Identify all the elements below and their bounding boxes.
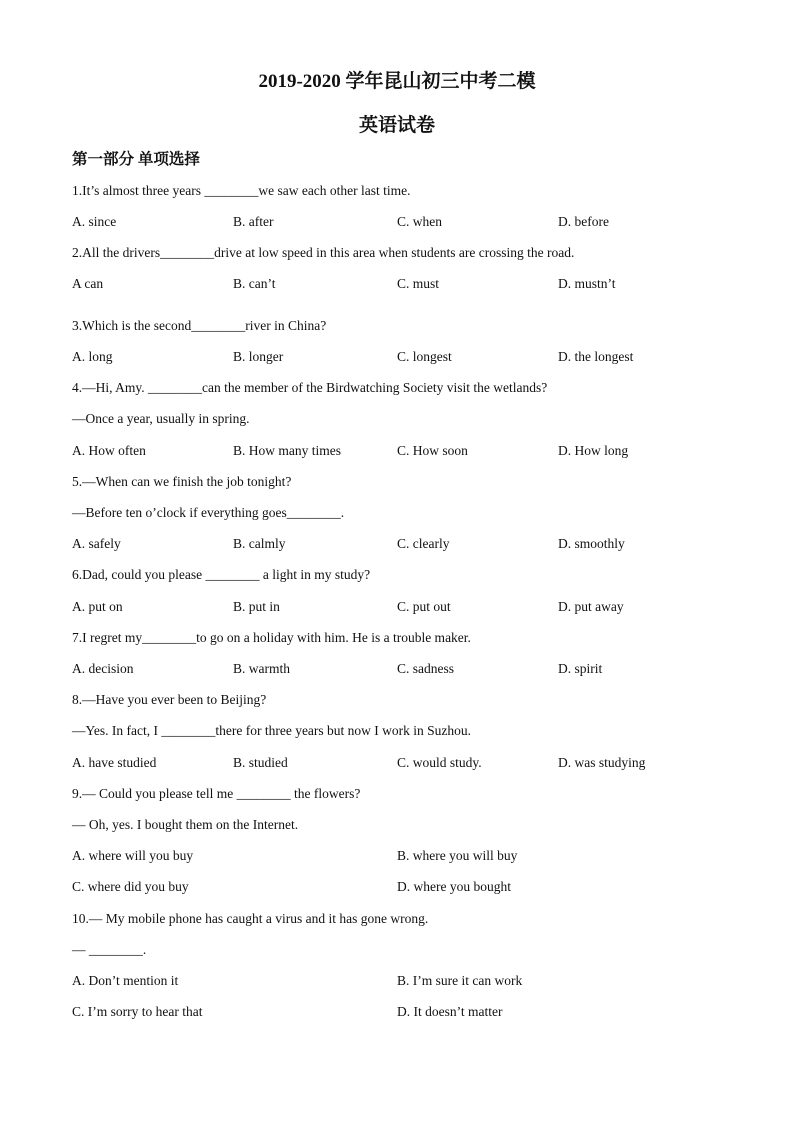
question-2-option-c: C. must	[397, 276, 440, 291]
question-2-option-b: B. can’t	[233, 276, 276, 291]
question-8-option-d: D. was studying	[558, 755, 646, 770]
question-7-stem: 7.I regret my________to go on a holiday with him. He is a trouble maker.	[72, 630, 471, 645]
exam-subtitle: 英语试卷	[358, 115, 435, 136]
question-1-option-b: B. after	[233, 214, 274, 229]
question-8-option-b: B. studied	[233, 755, 288, 770]
question-5-option-b: B. calmly	[233, 536, 286, 551]
question-4-option-a: A. How often	[72, 443, 146, 458]
question-8-reply: —Yes. In fact, I ________there for three years but now I work in Suzhou.	[72, 723, 472, 738]
question-10-reply: — ________.	[72, 942, 147, 957]
question-4-option-b: B. How many times	[233, 443, 341, 458]
question-5-stem: 5.—When can we finish the job tonight?	[72, 474, 292, 489]
question-8-option-a: A. have studied	[72, 755, 157, 770]
question-9-option-c: C. where did you buy	[72, 879, 189, 894]
question-7-option-a: A. decision	[72, 661, 134, 676]
question-9-reply: — Oh, yes. I bought them on the Internet.	[72, 817, 299, 832]
question-1-option-a: A. since	[72, 214, 117, 229]
question-6-option-b: B. put in	[233, 599, 280, 614]
question-7-option-b: B. warmth	[233, 661, 290, 676]
question-1-stem: 1.It’s almost three years ________we saw each other last time.	[72, 183, 411, 198]
question-9-option-d: D. where you bought	[397, 879, 511, 894]
exam-title: 2019-2020 学年昆山初三中考二模	[258, 71, 536, 92]
question-5-option-c: C. clearly	[397, 536, 450, 551]
question-10-stem: 10.— My mobile phone has caught a virus and it has gone wrong.	[72, 911, 429, 926]
question-6-stem: 6.Dad, could you please ________ a light in my study?	[72, 567, 371, 582]
question-3-option-d: D. the longest	[558, 349, 634, 364]
question-10-option-c: C. I’m sorry to hear that	[72, 1004, 203, 1019]
question-3-option-a: A. long	[72, 349, 113, 364]
question-4-option-d: D. How long	[558, 443, 629, 458]
question-9-stem: 9.— Could you please tell me ________ the flowers?	[72, 786, 361, 801]
question-8-option-c: C. would study.	[397, 755, 482, 770]
question-6-option-c: C. put out	[397, 599, 451, 614]
question-9-option-b: B. where you will buy	[397, 848, 518, 863]
question-6-option-a: A. put on	[72, 599, 123, 614]
question-7-option-c: C. sadness	[397, 661, 454, 676]
question-3-option-c: C. longest	[397, 349, 452, 364]
question-9-option-a: A. where will you buy	[72, 848, 194, 863]
question-4-stem: 4.—Hi, Amy. ________can the member of the Birdwatching Society visit the wetlands?	[72, 380, 548, 395]
question-3-option-b: B. longer	[233, 349, 284, 364]
question-10-option-d: D. It doesn’t matter	[397, 1004, 503, 1019]
question-2-stem: 2.All the drivers________drive at low speed in this area when students are crossing the road.	[72, 245, 575, 260]
question-5-option-a: A. safely	[72, 536, 121, 551]
question-10-option-a: A. Don’t mention it	[72, 973, 179, 988]
question-2-option-a: A can	[72, 276, 104, 291]
question-5-reply: —Before ten o’clock if everything goes________.	[72, 505, 345, 520]
question-1-option-d: D. before	[558, 214, 609, 229]
question-4-reply: —Once a year, usually in spring.	[72, 411, 250, 426]
question-2-option-d: D. mustn’t	[558, 276, 616, 291]
question-1-option-c: C. when	[397, 214, 442, 229]
question-10-option-b: B. I’m sure it can work	[397, 973, 523, 988]
question-4-option-c: C. How soon	[397, 443, 468, 458]
question-8-stem: 8.—Have you ever been to Beijing?	[72, 692, 267, 707]
question-3-stem: 3.Which is the second________river in China?	[72, 318, 327, 333]
section-heading: 第一部分 单项选择	[72, 151, 200, 168]
question-7-option-d: D. spirit	[558, 661, 603, 676]
question-5-option-d: D. smoothly	[558, 536, 625, 551]
question-6-option-d: D. put away	[558, 599, 624, 614]
